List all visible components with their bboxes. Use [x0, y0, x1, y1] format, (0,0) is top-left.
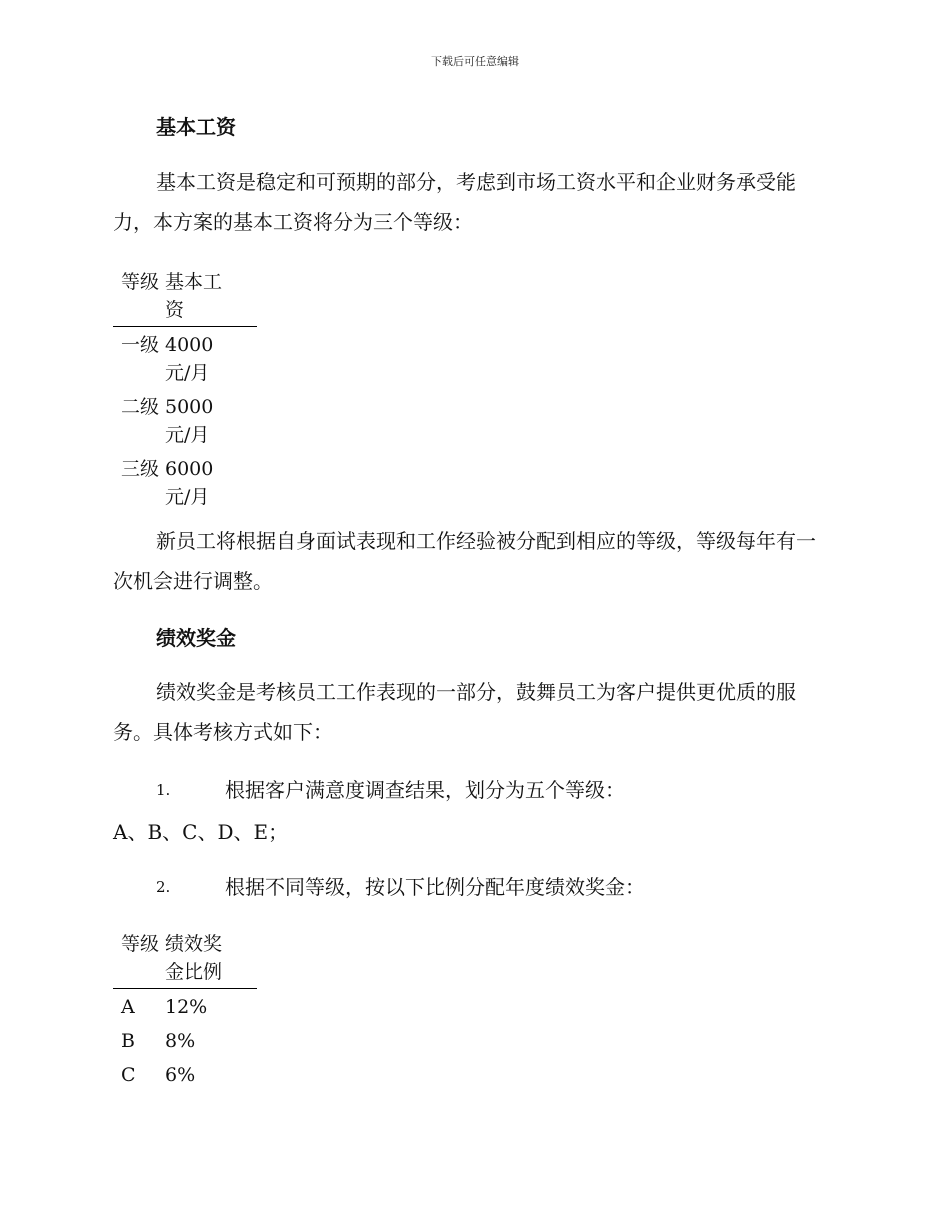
table-cell: A [121, 996, 135, 1018]
table-cell: 12% [165, 996, 208, 1018]
table-row [113, 1027, 257, 1061]
table-row [113, 393, 257, 455]
base-salary-table [113, 268, 257, 517]
table-cell: 5000元/月 [165, 396, 214, 446]
table-header-row [113, 930, 257, 989]
table-cell: 4000元/月 [165, 334, 214, 384]
table-row [113, 1061, 257, 1095]
table-cell: 三级 [121, 458, 160, 480]
table-row [113, 327, 257, 394]
performance-bonus-table [113, 930, 257, 1095]
table-header-cell: 基本工资 [161, 268, 257, 327]
table-header-cell: 等级 [113, 930, 161, 989]
table-header-cell: 绩效奖金比例 [161, 930, 257, 989]
section-title-performance-bonus: 绩效奖金 [156, 626, 236, 650]
table-cell: 8% [165, 1030, 196, 1052]
table-cell: 6000元/月 [165, 458, 214, 508]
table-cell: 二级 [121, 396, 160, 418]
table-cell: C [121, 1064, 136, 1086]
table-row [113, 455, 257, 517]
base-salary-note: 新员工将根据自身面试表现和工作经验被分配到相应的等级，等级每年有一次机会进行调整。 [113, 529, 816, 593]
list-text: 根据不同等级，按以下比例分配年度绩效奖金： [225, 875, 645, 899]
list-number: 2. [156, 878, 171, 896]
list-number: 1. [156, 781, 171, 799]
table-cell: B [121, 1030, 135, 1052]
list-text: 根据客户满意度调查结果，划分为五个等级： [225, 778, 625, 802]
table-row [113, 989, 257, 1028]
grades-line: A、B、C、D、E； [113, 820, 289, 844]
table-header-row [113, 268, 257, 327]
table-cell: 6% [165, 1064, 196, 1086]
performance-bonus-intro: 绩效奖金是考核员工工作表现的一部分，鼓舞员工为客户提供更优质的服务。具体考核方式如下： [113, 680, 796, 744]
table-header-cell: 等级 [113, 268, 161, 327]
base-salary-intro: 基本工资是稳定和可预期的部分，考虑到市场工资水平和企业财务承受能力，本方案的基本工资将分为三个等级： [113, 170, 796, 234]
page-header: 下载后可任意编辑 [431, 55, 519, 68]
table-cell: 一级 [121, 334, 160, 356]
section-title-base-salary: 基本工资 [156, 115, 236, 139]
